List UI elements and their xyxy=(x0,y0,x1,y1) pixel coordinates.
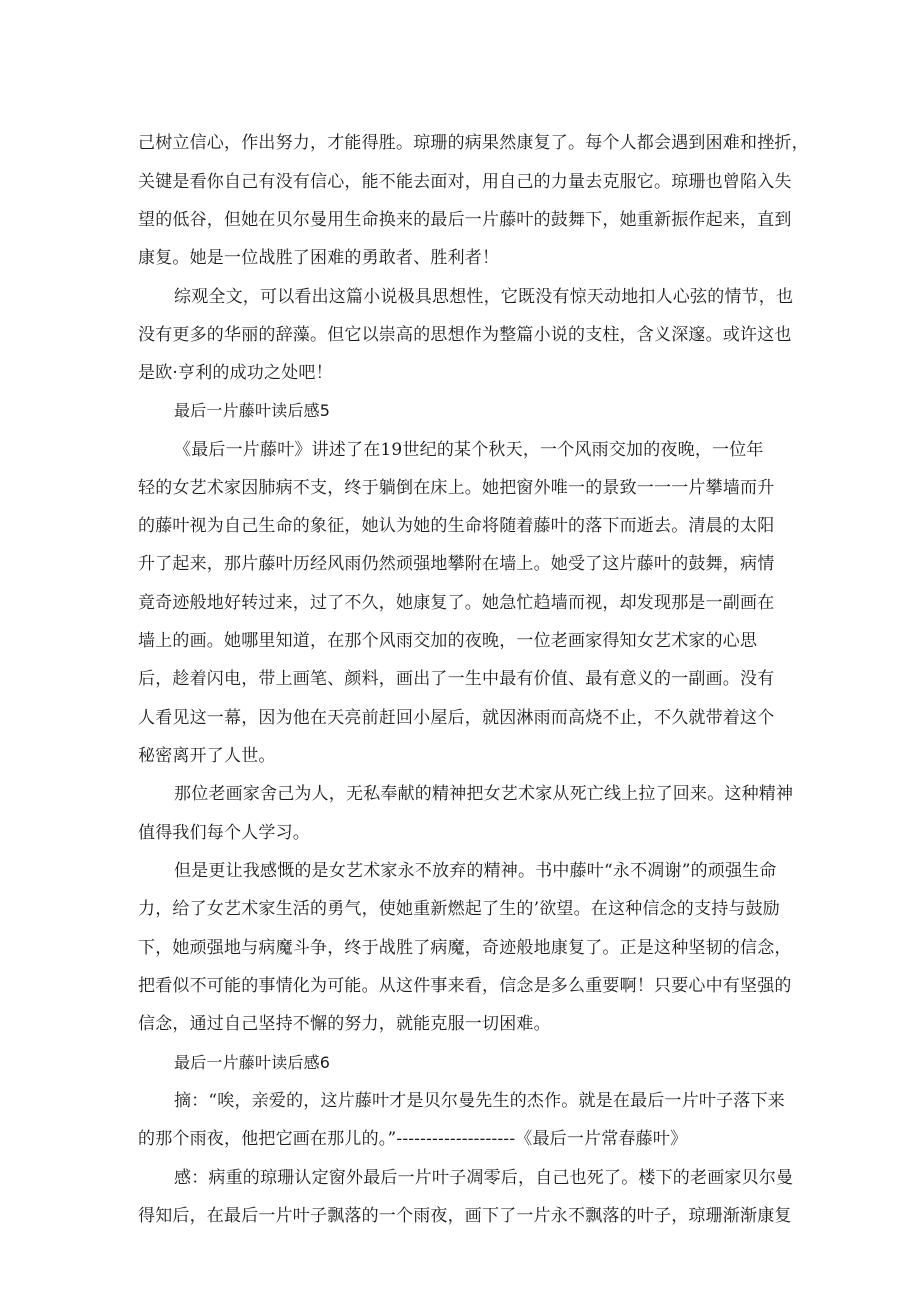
text-line: 摘：“唉，亲爱的，这片藤叶才是贝尔曼先生的杰作。就是在最后一片叶子落下来 xyxy=(174,1091,785,1111)
text-line: 墙上的画。她哪里知道，在那个风雨交加的夜晚，一位老画家得知女艺术家的心思 xyxy=(138,631,758,651)
text-line: 那位老画家舍己为人，无私奉献的精神把女艺术家从死亡线上拉了回来。这种精神 xyxy=(174,784,794,804)
text-line: 轻的女艺术家因肺病不支，终于躺倒在床上。她把窗外唯一的景致一一一片攀墙而升 xyxy=(138,478,775,498)
text-line: 力，给了女艺术家生活的勇气，使她重新燃起了生的’欲望。在这种信念的支持与鼓励 xyxy=(138,899,781,919)
section-heading: 最后一片藤叶读后感6 xyxy=(174,1053,331,1072)
text-line: 综观全文，可以看出这篇小说极具思想性，它既没有惊天动地扣人心弦的情节，也 xyxy=(174,287,794,307)
text-line: 得知后，在最后一片叶子飘落的一个雨夜，画下了一片永不飘落的叶子，琼珊渐渐康复 xyxy=(138,1206,792,1226)
text-line: 关键是看你自己有没有信心，能不能去面对，用自己的力量去克服它。琼珊也曾陷入失 xyxy=(138,172,792,192)
text-line: 望的低谷，但她在贝尔曼用生命换来的最后一片藤叶的鼓舞下，她重新振作起来，直到 xyxy=(138,210,792,230)
text-line: 人看见这一幕，因为他在天亮前赶回小屋后，就因淋雨而高烧不止，不久就带着这个 xyxy=(138,708,775,728)
text-line: 的那个雨夜，他把它画在那儿的。”--------------------《最后一片常春藤叶》 xyxy=(138,1129,688,1149)
text-line: 但是更让我感慨的是女艺术家永不放弃的精神。书中藤叶“永不凋谢”的顽强生命 xyxy=(174,861,777,881)
text-line: 下，她顽强地与病魔斗争，终于战胜了病魔，奇迹般地康复了。正是这种坚韧的信念， xyxy=(138,938,792,958)
text-line: 没有更多的华丽的辞藻。但它以崇高的思想作为整篇小说的支柱，含义深邃。或许这也 xyxy=(138,325,792,345)
text-line: 升了起来，那片藤叶历经风雨仍然顽强地攀附在墙上。她受了这片藤叶的鼓舞，病情 xyxy=(138,554,775,574)
text-line: 把看似不可能的事情化为可能。从这件事来看，信念是多么重要啊！只要心中有坚强的 xyxy=(138,976,792,996)
text-line: 《最后一片藤叶》讲述了在19世纪的某个秋天，一个风雨交加的夜晚，一位年 xyxy=(174,440,764,460)
text-line: 秘密离开了人世。 xyxy=(138,746,276,766)
text-line: 值得我们每个人学习。 xyxy=(138,823,310,843)
text-line: 己树立信心，作出努力，才能得胜。琼珊的病果然康复了。每个人都会遇到困难和挫折， xyxy=(138,133,809,153)
text-line: 康复。她是一位战胜了困难的勇敢者、胜利者！ xyxy=(138,248,500,268)
text-line: 的藤叶视为自己生命的象征，她认为她的生命将随着藤叶的落下而逝去。清晨的太阳 xyxy=(138,516,775,536)
section-heading: 最后一片藤叶读后感5 xyxy=(174,401,331,420)
text-line: 是欧·亨利的成功之处吧！ xyxy=(138,363,333,383)
text-line: 后，趁着闪电，带上画笔、颜料，画出了一生中最有价值、最有意义的一副画。没有 xyxy=(138,669,775,689)
text-line: 竟奇迹般地好转过来，过了不久，她康复了。她急忙趋墙而视，却发现那是一副画在 xyxy=(138,593,775,613)
text-line: 感：病重的琼珊认定窗外最后一片叶子凋零后，自己也死了。楼下的老画家贝尔曼 xyxy=(174,1168,794,1188)
text-line: 信念，通过自己坚持不懈的努力，就能克服一切困难。 xyxy=(138,1014,551,1034)
